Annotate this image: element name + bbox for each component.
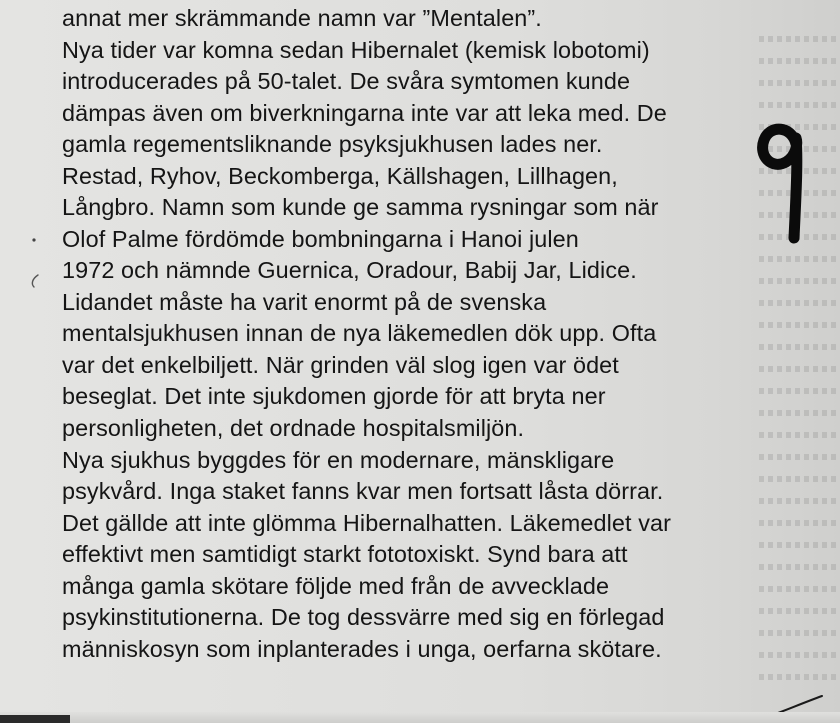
text-line: var det enkelbiljett. När grinden väl slog igen var ödet [62,352,619,378]
text-line: psykinstitutionerna. De tog dessvärre med sig en förlegad [62,604,665,630]
text-line: Långbro. Namn som kunde ge samma rysningar som när [62,194,659,220]
text-line: personligheten, det ordnade hospitalsmiljön. [62,415,525,441]
text-line: många gamla skötare följde med från de avvecklade [62,573,610,599]
text-line: annat mer skrämmande namn var ”Mentalen”. [62,5,542,31]
text-line: Det gällde att inte glömma Hibernalhatten. Läkemedlet var [62,510,671,536]
text-line: Restad, Ryhov, Beckomberga, Källshagen, Lillhagen, [62,163,618,189]
text-line: psykvård. Inga staket fanns kvar men fortsatt låsta dörrar. [62,478,664,504]
page-bottom-edge [0,712,840,723]
text-line: 1972 och nämnde Guernica, Oradour, Babij Jar, Lidice. [62,257,637,283]
text-line: gamla regementsliknande psyksjukhusen lades ner. [62,131,603,157]
text-line: Olof Palme fördömde bombningarna i Hanoi julen [62,226,579,252]
text-line: introducerades på 50-talet. De svåra symtomen kunde [62,68,631,94]
text-line: Nya sjukhus byggdes för en modernare, mänskligare [62,447,615,473]
edge-shadow [0,715,70,723]
text-line: Lidandet måste ha varit enormt på de svenska [62,289,547,315]
handwritten-page-number [752,110,812,250]
text-line: dämpas även om biverkningarna inte var att leka med. De [62,100,667,126]
text-line: mentalsjukhusen innan de nya läkemedlen dök upp. Ofta [62,320,657,346]
text-line: effektivt men samtidigt starkt fototoxiskt. Synd bara att [62,541,628,567]
text-line: Nya tider var komna sedan Hibernalet (kemisk lobotomi) [62,37,650,63]
bleed-through-text [755,20,840,720]
text-line: människosyn som inplanterades i unga, oerfarna skötare. [62,636,662,662]
pencil-dot-mark [30,236,38,244]
text-line: beseglat. Det inte sjukdomen gjorde för att bryta ner [62,383,606,409]
pencil-tick-mark [28,272,42,290]
